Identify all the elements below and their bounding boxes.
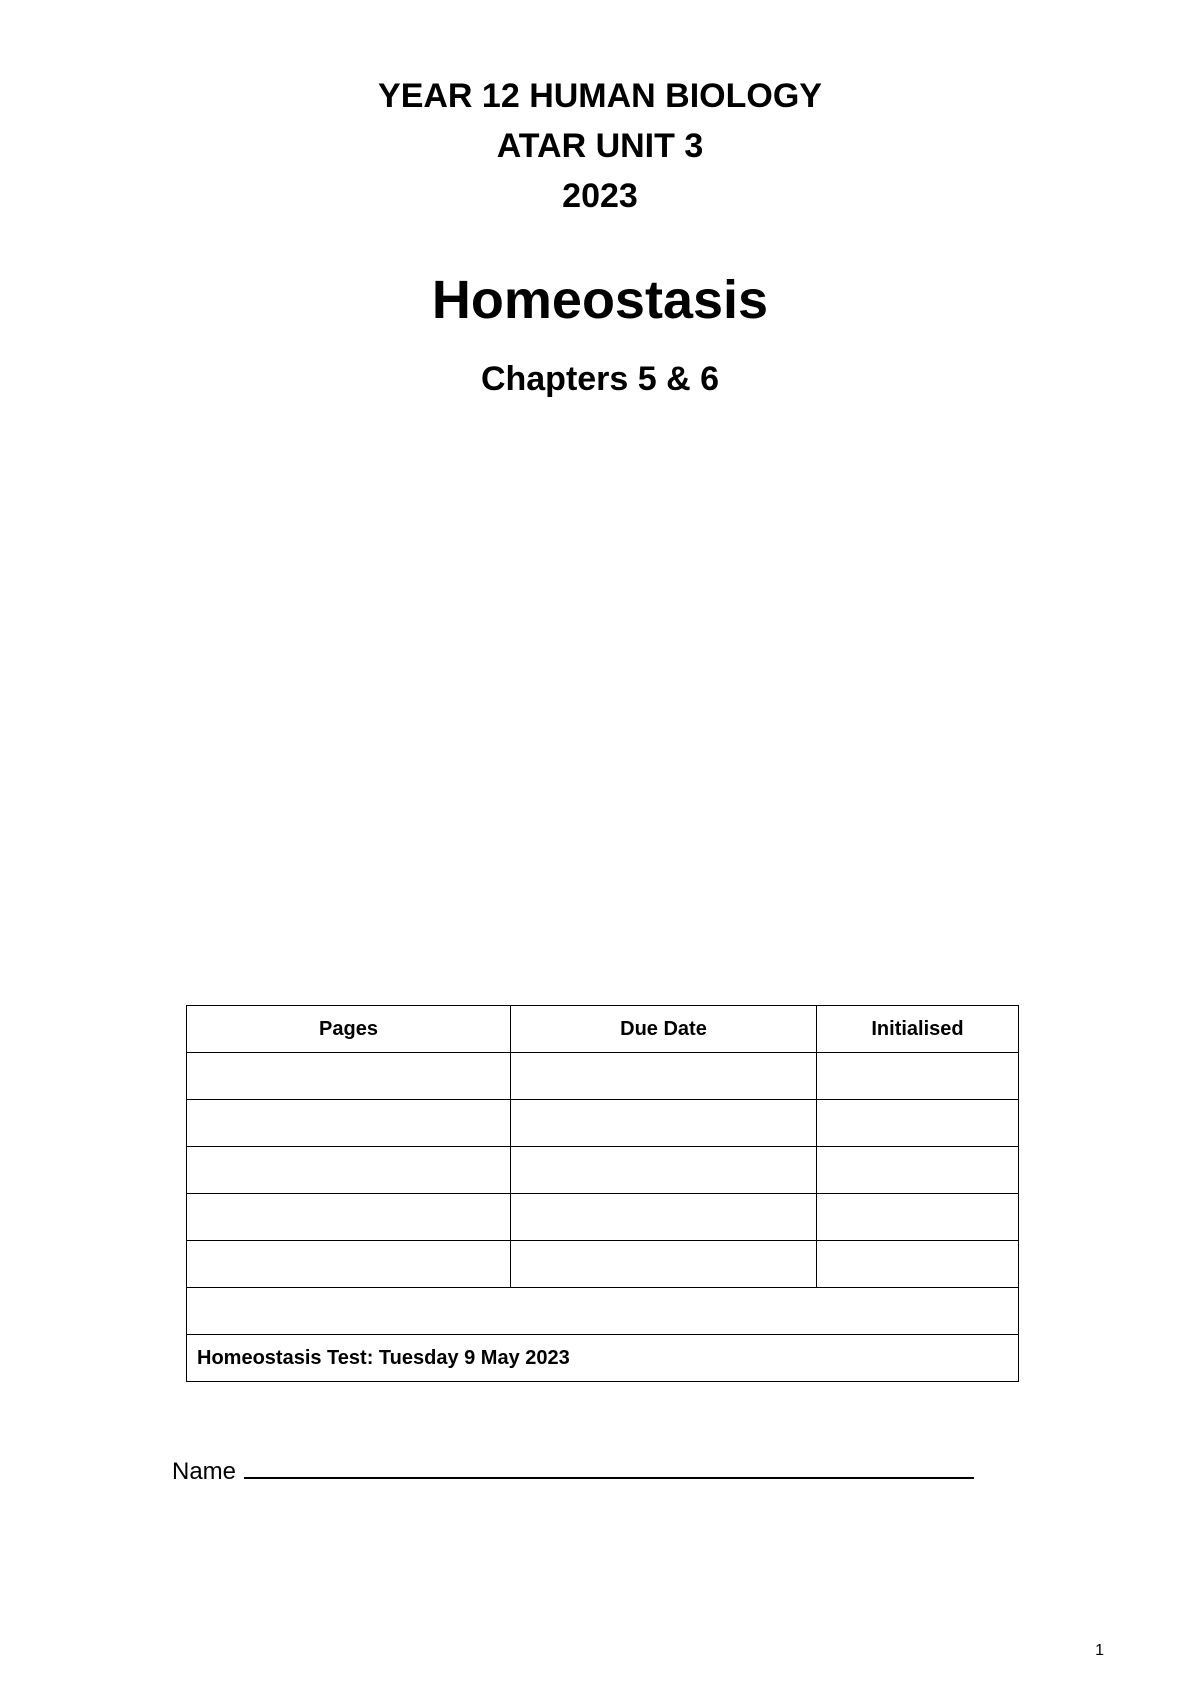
table-cell[interactable] (817, 1194, 1019, 1241)
table-cell[interactable] (187, 1241, 511, 1288)
table-blank-row (187, 1288, 1019, 1335)
schedule-table (186, 1005, 1019, 1382)
course-title: YEAR 12 HUMAN BIOLOGY (378, 77, 822, 115)
name-field (172, 1456, 974, 1488)
page-number: 1 (1095, 1642, 1104, 1659)
table-test-row (187, 1335, 1019, 1382)
page-subtitle: Chapters 5 & 6 (480, 360, 720, 398)
column-header-pages: Pages (187, 1006, 511, 1053)
name-input-line[interactable] (244, 1457, 974, 1479)
table-row (187, 1147, 1019, 1194)
table-cell[interactable] (187, 1147, 511, 1194)
unit-title: ATAR UNIT 3 (496, 127, 704, 165)
table-row (187, 1053, 1019, 1100)
table-cell[interactable] (511, 1147, 817, 1194)
table-cell[interactable] (817, 1147, 1019, 1194)
table-cell[interactable] (817, 1241, 1019, 1288)
table-row (187, 1100, 1019, 1147)
table-cell[interactable] (817, 1053, 1019, 1100)
table-cell[interactable] (817, 1100, 1019, 1147)
table-row (187, 1241, 1019, 1288)
table-cell[interactable] (187, 1100, 511, 1147)
table-cell[interactable] (511, 1241, 817, 1288)
test-date-note: Homeostasis Test: Tuesday 9 May 2023 (187, 1335, 1019, 1382)
table-header-row (187, 1006, 1019, 1053)
table-cell[interactable] (187, 1194, 511, 1241)
table-cell[interactable] (187, 1053, 511, 1100)
year-label: 2023 (562, 177, 638, 215)
name-label: Name (172, 1458, 237, 1485)
table-cell[interactable] (511, 1053, 817, 1100)
table-blank-cell[interactable] (187, 1288, 1019, 1335)
table-cell[interactable] (511, 1194, 817, 1241)
page-title: Homeostasis (431, 270, 769, 330)
column-header-due-date: Due Date (511, 1006, 817, 1053)
table-row (187, 1194, 1019, 1241)
table-cell[interactable] (511, 1100, 817, 1147)
column-header-initialised: Initialised (817, 1006, 1019, 1053)
